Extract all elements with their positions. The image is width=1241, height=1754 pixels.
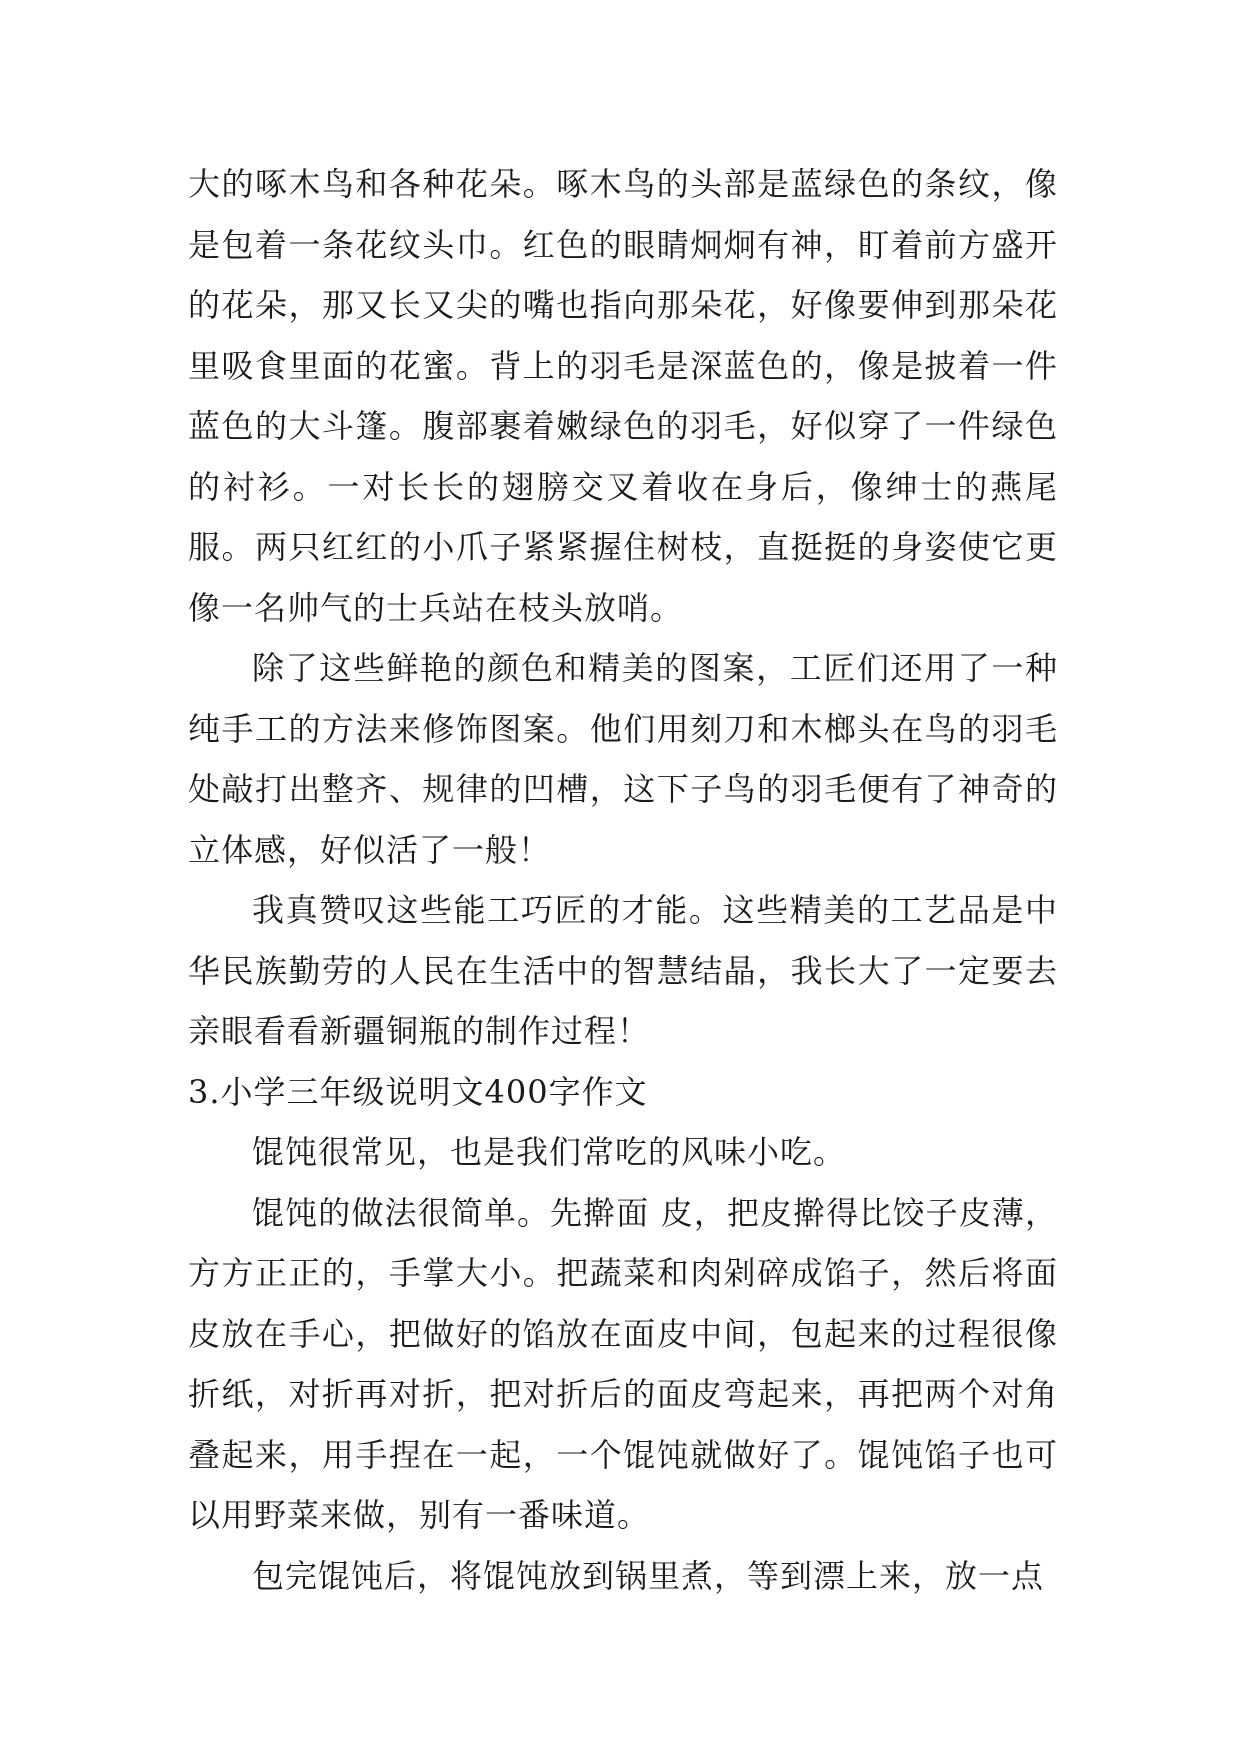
paragraph-admiration: 我真赞叹这些能工巧匠的才能。这些精美的工艺品是中华民族勤劳的人民在生活中的智慧结晶，我长大了一定要去亲眼看看新疆铜瓶的制作过程！ <box>188 891 1058 1050</box>
section-heading: 3.小学三年级说明文400字作文 <box>188 1072 648 1111</box>
paragraph-wonton-method: 馄饨的做法很简单。先擀面 皮，把皮擀得比饺子皮薄，方方正正的，手掌大小。把蔬菜和肉剁碎成馅子，然后将面皮放在手心，把做好的馅放在面皮中间，包起来的过程很像折纸，对折再对折，把对折后的面皮弯起来，再把两个对角叠起来，用手捏在一起，一个馄饨就做好了。馄饨馅子也可以用野菜来做，别有一番味道。 <box>188 1193 1058 1534</box>
paragraph-continued: 大的啄木鸟和各种花朵。啄木鸟的头部是蓝绿色的条纹，像是包着一条花纹头巾。红色的眼睛炯炯有神，盯着前方盛开的花朵，那又长又尖的嘴也指向那朵花，好像要伸到那朵花里吸食里面的花蜜。背上的羽毛是深蓝色的，像是披着一件蓝色的大斗篷。腹部裹着嫩绿色的羽毛，好似穿了一件绿色的衬衫。一对长长的翅膀交叉着收在身后，像绅士的燕尾服。两只红红的小爪子紧紧握住树枝，直挺挺的身姿使它更像一名帅气的士兵站在枝头放哨。 <box>188 165 1058 627</box>
paragraph-wonton-cooking: 包完馄饨后，将馄饨放到锅里煮，等到漂上来，放一点 <box>252 1556 1045 1595</box>
paragraph-craft-technique: 除了这些鲜艳的颜色和精美的图案，工匠们还用了一种纯手工的方法来修饰图案。他们用刻刀和木榔头在鸟的羽毛处敲打出整齐、规律的凹槽，这下子鸟的羽毛便有了神奇的立体感，好似活了一般！ <box>188 649 1058 869</box>
paragraph-wonton-intro: 馄饨很常见，也是我们常吃的风味小吃。 <box>252 1133 847 1171</box>
document-body <box>188 154 1058 1606</box>
